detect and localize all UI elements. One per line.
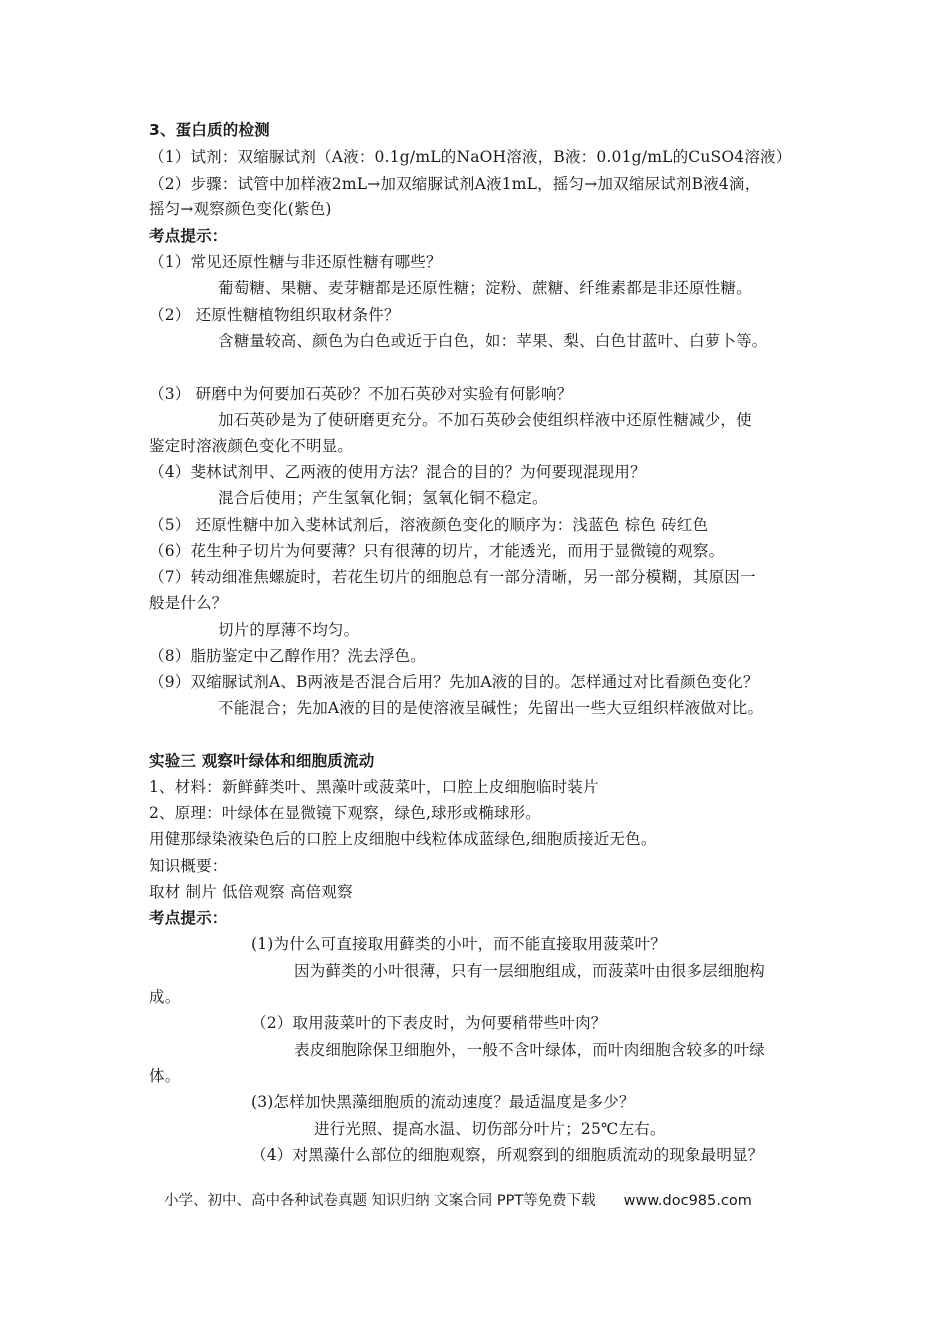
tips-heading: 考点提示： xyxy=(149,909,228,927)
footer-text: 小学、初中、高中各种试卷真题 知识归纳 文案合同 PPT等免费下载 xyxy=(164,1193,596,1209)
section-heading-experiment3: 实验三 观察叶绿体和细胞质流动 xyxy=(149,752,375,770)
answer-cont: 成。 xyxy=(149,988,181,1006)
answer: 切片的厚薄不均匀。 xyxy=(218,621,360,639)
question: （3） 研磨中为何要加石英砂？不加石英砂对实验有何影响？ xyxy=(149,385,573,403)
overview: 取材 制片 低倍观察 高倍观察 xyxy=(149,883,353,901)
question: （8）脂肪鉴定中乙醇作用？洗去浮色。 xyxy=(149,647,426,665)
answer: 进行光照、提高水温、切伤部分叶片；25℃左右。 xyxy=(314,1120,666,1138)
answer: 不能混合；先加A液的目的是使溶液呈碱性；先留出一些大豆组织样液做对比。 xyxy=(218,699,764,717)
protein-reagent: （1）试剂：双缩脲试剂（A液：0.1g/mL的NaOH溶液，B液：0.01g/mL的CuSO4溶液） xyxy=(149,148,792,166)
question: (1)为什么可直接取用藓类的小叶，而不能直接取用菠菜叶？ xyxy=(251,935,667,953)
materials: 1、材料：新鲜藓类叶、黑藻叶或菠菜叶，口腔上皮细胞临时装片 xyxy=(149,778,599,796)
tips-heading: 考点提示： xyxy=(149,227,228,245)
answer: 葡萄糖、果糖、麦芽糖都是还原性糖；淀粉、蔗糖、纤维素都是非还原性糖。 xyxy=(218,279,752,297)
answer: 因为藓类的小叶很薄，只有一层细胞组成，而菠菜叶由很多层细胞构 xyxy=(294,962,766,980)
principle: 2、原理：叶绿体在显微镜下观察，绿色,球形或椭球形。 xyxy=(149,804,541,822)
section-heading-protein: 3、蛋白质的检测 xyxy=(149,121,270,139)
question: （9）双缩脲试剂A、B两液是否混合后用？先加A液的目的。怎样通过对比看颜色变化？ xyxy=(149,673,759,691)
answer: 含糖量较高、颜色为白色或近于白色，如：苹果、梨、白色甘蓝叶、白萝卜等。 xyxy=(218,332,768,350)
answer-cont: 体。 xyxy=(149,1067,181,1085)
answer: 表皮细胞除保卫细胞外，一般不含叶绿体，而叶肉细胞含较多的叶绿 xyxy=(294,1041,766,1059)
protein-steps-cont: 摇匀→观察颜色变化(紫色) xyxy=(149,200,332,218)
question: （2） 还原性糖植物组织取材条件？ xyxy=(149,306,400,324)
question: （5） 还原性糖中加入斐林试剂后，溶液颜色变化的顺序为：浅蓝色 棕色 砖红色 xyxy=(149,516,709,534)
question-cont: 般是什么？ xyxy=(149,594,228,612)
answer: 混合后使用；产生氢氧化铜；氢氧化铜不稳定。 xyxy=(218,489,548,507)
page-footer xyxy=(164,1191,752,1211)
answer: 加石英砂是为了使研磨更充分。不加石英砂会使组织样液中还原性糖减少，使 xyxy=(218,411,752,429)
question: （4）斐林试剂甲、乙两液的使用方法？混合的目的？为何要现混现用？ xyxy=(149,463,646,481)
footer-site-link[interactable]: www.doc985.com xyxy=(623,1193,752,1209)
question: （6）花生种子切片为何要薄？只有很薄的切片，才能透光，而用于显微镜的观察。 xyxy=(149,542,725,560)
protein-steps: （2）步骤：试管中加样液2mL→加双缩脲试剂A液1mL，摇匀→加双缩尿试剂B液4滴， xyxy=(149,175,761,193)
question: （4）对黑藻什么部位的细胞观察，所观察到的细胞质流动的现象最明显？ xyxy=(251,1146,764,1164)
answer-cont: 鉴定时溶液颜色变化不明显。 xyxy=(149,437,354,455)
question: （1）常见还原性糖与非还原性糖有哪些？ xyxy=(149,253,442,271)
question: （2）取用菠菜叶的下表皮时，为何要稍带些叶肉？ xyxy=(251,1014,607,1032)
question: （7）转动细准焦螺旋时，若花生切片的细胞总有一部分清晰，另一部分模糊，其原因一 xyxy=(149,568,756,586)
question: (3)怎样加快黑藻细胞质的流动速度？最适温度是多少？ xyxy=(251,1093,635,1111)
overview-label: 知识概要： xyxy=(149,857,228,875)
principle-cont: 用健那绿染液染色后的口腔上皮细胞中线粒体成蓝绿色,细胞质接近无色。 xyxy=(149,830,657,848)
